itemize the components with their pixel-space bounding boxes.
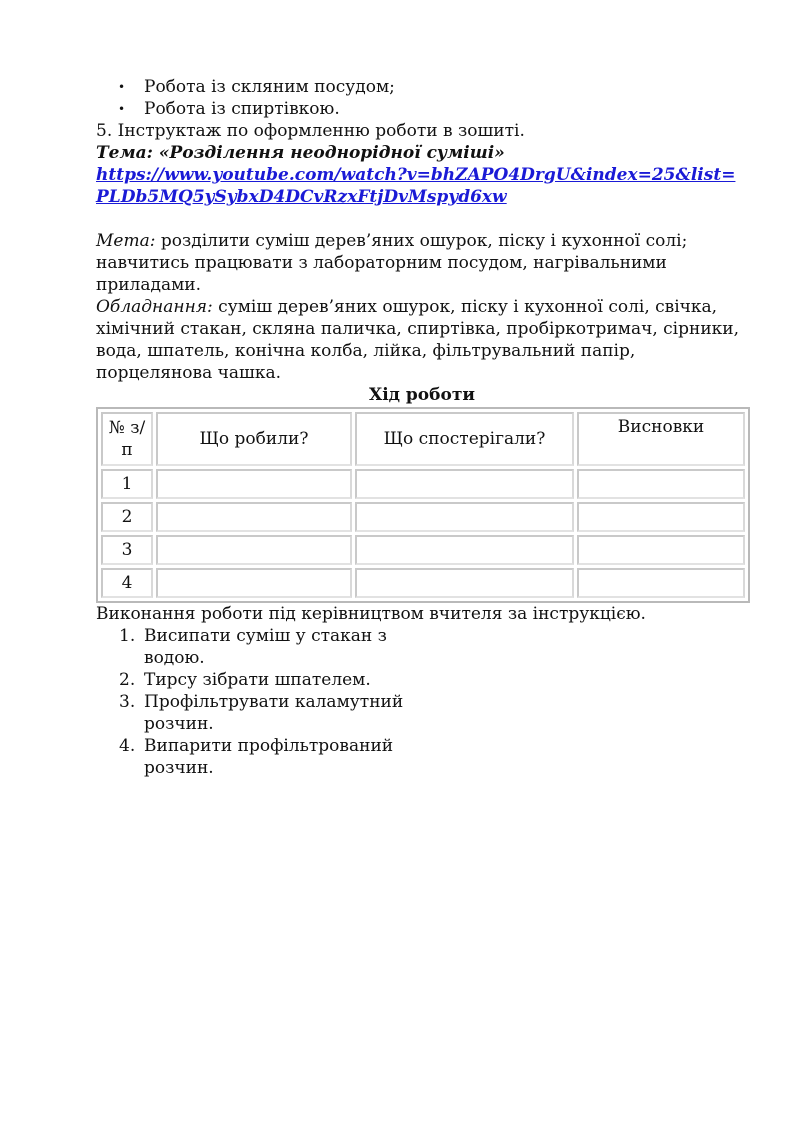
header-observed: Що спостерігали? xyxy=(355,412,574,466)
header-conclusions: Висновки xyxy=(577,412,745,466)
row-number: 2 xyxy=(101,502,153,532)
table-row xyxy=(101,469,745,499)
cell-what-done[interactable] xyxy=(156,469,352,499)
goal-text: розділити суміш дерев’яних ошурок, піску і кухонної солі; навчитись працювати з лабораторним посудом, нагрівальними приладами. xyxy=(96,231,688,295)
bullet-icon: • xyxy=(118,80,126,94)
step-item: 4. Випарити профільтрований розчин. xyxy=(119,736,394,778)
cell-conclusions[interactable] xyxy=(577,535,745,565)
equipment-paragraph xyxy=(96,296,748,384)
cell-what-done[interactable] xyxy=(156,568,352,598)
header-what-done: Що робили? xyxy=(156,412,352,466)
table-row xyxy=(101,568,745,598)
cell-what-done[interactable] xyxy=(156,502,352,532)
step-item: 2. Тирсу зібрати шпателем. xyxy=(119,670,371,690)
cell-observed[interactable] xyxy=(355,535,574,565)
bullet-item: • Робота із спиртівкою. xyxy=(118,99,340,119)
document-body xyxy=(96,76,748,779)
goal-paragraph xyxy=(96,230,748,296)
cell-conclusions[interactable] xyxy=(577,568,745,598)
cell-observed[interactable] xyxy=(355,502,574,532)
cell-what-done[interactable] xyxy=(156,535,352,565)
cell-observed[interactable] xyxy=(355,568,574,598)
goal-label: Мета: xyxy=(96,231,156,251)
topic-heading: Тема: «Розділення неоднорідної суміші» xyxy=(96,143,505,163)
spacer xyxy=(96,208,748,230)
cell-conclusions[interactable] xyxy=(577,502,745,532)
video-link[interactable]: https://www.youtube.com/watch?v=bhZAPO4DrgU&index=25&list=PLDb5MQ5ySybxD4DCvRzxFtjDvMspyd6xw xyxy=(96,165,736,207)
equipment-text: суміш дерев’яних ошурок, піску і кухонної солі, свічка, хімічний стакан, скляна паличка, спиртівка, пробіркотримач, сірники, вода, шпатель, конічна колба, лійка, фільтрувальний папір, порцелянова чашка. xyxy=(96,297,740,383)
equipment-label: Обладнання: xyxy=(96,297,213,317)
table-row xyxy=(101,535,745,565)
bullet-icon: • xyxy=(118,102,126,116)
work-table xyxy=(96,407,750,603)
cell-observed[interactable] xyxy=(355,469,574,499)
row-number: 3 xyxy=(101,535,153,565)
instruction-line: 5. Інструктаж по оформленню роботи в зошиті. xyxy=(96,121,525,141)
bullet-list xyxy=(96,76,748,120)
cell-conclusions[interactable] xyxy=(577,469,745,499)
execution-intro: Виконання роботи під керівництвом вчителя за інструкцією. xyxy=(96,604,646,624)
table-title: Хід роботи xyxy=(369,385,475,405)
row-number: 1 xyxy=(101,469,153,499)
bullet-item: • Робота із скляним посудом; xyxy=(118,77,395,97)
row-number: 4 xyxy=(101,568,153,598)
table-row xyxy=(101,502,745,532)
steps-list xyxy=(96,625,748,779)
step-item: 1. Висипати суміш у стакан з водою. xyxy=(119,626,387,668)
table-header-row xyxy=(101,412,745,466)
step-item: 3. Профільтрувати каламутний розчин. xyxy=(119,692,404,734)
header-number: № з/п xyxy=(101,412,153,466)
